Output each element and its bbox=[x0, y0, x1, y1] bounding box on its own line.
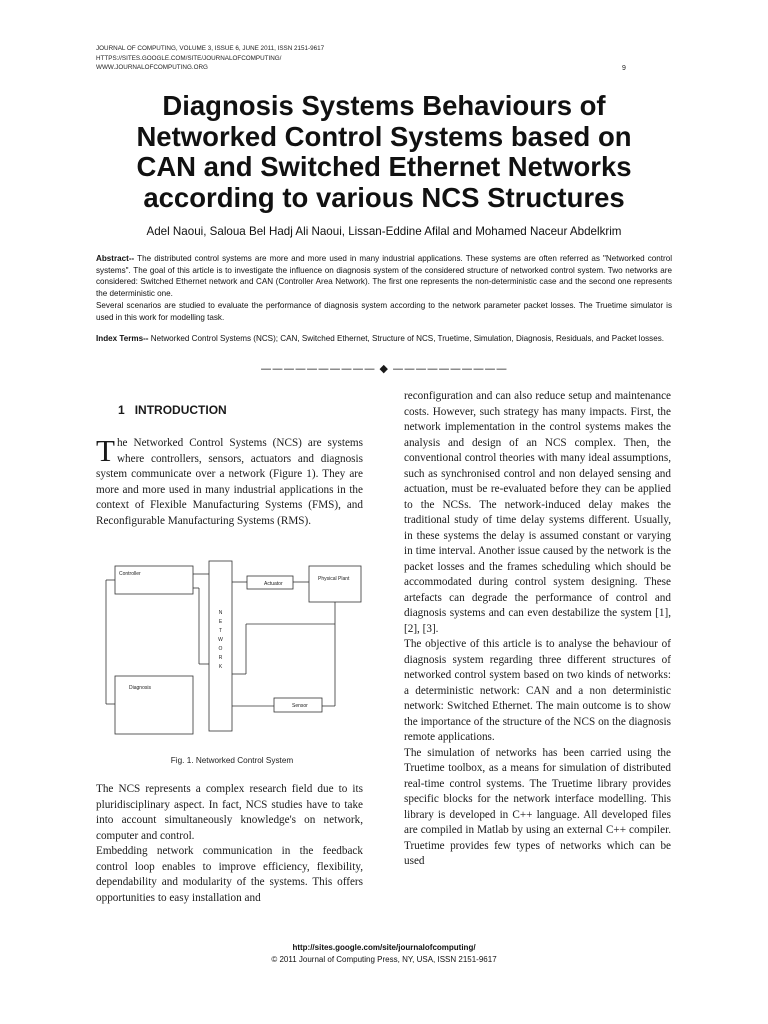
paper-title bbox=[40, 91, 728, 213]
journal-header bbox=[96, 44, 516, 73]
section-heading bbox=[118, 403, 227, 417]
section-separator: —————————— ◆ —————————— bbox=[260, 362, 508, 375]
abstract-text-2: Several scenarios are studied to evaluate the performance of diagnosis system according to the network parameter packet losses. The Truetime simulator is used in this work for modelling task. bbox=[96, 300, 672, 322]
index-terms bbox=[96, 333, 672, 345]
physical-plant-label: Physical Plant bbox=[318, 576, 350, 582]
page-footer bbox=[96, 942, 672, 966]
network-letter: K bbox=[218, 664, 223, 670]
intro-right-column bbox=[404, 389, 671, 870]
title-line-3: CAN and Switched Ethernet Networks bbox=[136, 151, 632, 182]
diagnosis-box bbox=[115, 676, 193, 734]
header-website-line[interactable]: WWW.JOURNALOFCOMPUTING.ORG bbox=[96, 64, 208, 71]
network-letter: E bbox=[218, 619, 223, 625]
header-journal-line: JOURNAL OF COMPUTING, VOLUME 3, ISSUE 6, JUNE 2011, ISSN 2151-9617 bbox=[96, 45, 325, 52]
figure-networked-control-system bbox=[96, 556, 368, 746]
sensor-label: Sensor bbox=[292, 703, 308, 709]
intro-paragraph-1-text: he Networked Control Systems (NCS) are systems where controllers, sensors, actuators and diagnosis system communicate over a network (Figure 1). They are more and more used in many industrial applications in the context of Flexible Manufacturing Systems (FMS), and Reconfigurable Manufacturing Systems (RMS). bbox=[96, 437, 363, 527]
controller-label: Controller bbox=[119, 571, 141, 577]
intro-paragraph-3: Embedding network communication in the feedback control loop enables to improve efficiency, flexibility, dependability and modularity of the systems. This offers opportunities to easy installation and bbox=[96, 845, 363, 904]
abstract-text: The distributed control systems are more and more used in many industrial applications. These systems are often referred as "Networked control systems". The goal of this article is to investigate the influence on diagnosis system of the considered structure of networked control system. Two networks are considered: Switched Ethernet network and CAN (Controller Area Network). The first one represents the non-deterministic case and the second one represents the deterministic one. bbox=[96, 254, 672, 299]
figure-caption: Fig. 1. Networked Control System bbox=[170, 756, 294, 765]
diagnosis-label: Diagnosis bbox=[129, 685, 151, 691]
authors: Adel Naoui, Saloua Bel Hadj Ali Naoui, Lissan-Eddine Afilal and Mohamed Naceur Abdelkrim bbox=[146, 225, 622, 238]
abstract-label: Abstract-- bbox=[96, 254, 135, 263]
intro-paragraph-2: The NCS represents a complex research field due to its pluridisciplinary aspect. In fact, NCS studies have to take into account simultaneously knowledge's on network, computer and control. bbox=[96, 783, 363, 842]
network-letter: T bbox=[218, 628, 223, 634]
footer-copyright: © 2011 Journal of Computing Press, NY, USA, ISSN 2151-9617 bbox=[271, 955, 497, 964]
network-letter: W bbox=[218, 637, 223, 643]
abstract bbox=[96, 253, 672, 323]
physical-plant-box bbox=[309, 566, 361, 602]
network-letter: N bbox=[218, 610, 223, 616]
network-letter: O bbox=[218, 646, 223, 652]
section-number: 1 bbox=[118, 403, 125, 417]
section-title: INTRODUCTION bbox=[134, 403, 227, 417]
page-number: 9 bbox=[622, 65, 626, 72]
intro-paragraph-4: reconfiguration and can also reduce setup and maintenance costs. However, such strategy has many impacts. First, the network implementation in the control systems makes the analysis and design of an NCS complex. Then, the conventional control theories with many ideal assumptions, such as synchronised control and non delayed sensing and actuation, must be re-evaluated before they can be applied to the NCSs. The network-induced delay makes the traditional study of time delay systems different. Usually, in these systems the delay is assumed constant or varying in time interval. Another issue caused by the network is the packet losses and the frames scheduling which should be accommodated during control system designing. These artefacts can degrade the performance of control and diagnosis systems and can even destabilize the system [1], [2], [3]. bbox=[404, 390, 671, 635]
index-terms-label: Index Terms-- bbox=[96, 334, 149, 343]
intro-left-lower bbox=[96, 782, 363, 906]
title-line-1: Diagnosis Systems Behaviours of bbox=[162, 90, 606, 121]
network-letter: R bbox=[218, 655, 223, 661]
network-label bbox=[218, 610, 223, 670]
intro-paragraph-5: The objective of this article is to analyse the behaviour of diagnosis system regarding three different structures of networked control system based on two kinds of networks: a deterministic network: CAN and a non deterministic network: Switched Ethernet. The main outcome is to show the importance of the structure of the NCS on the diagnosis remote applications. bbox=[404, 638, 671, 743]
title-line-4: according to various NCS Structures bbox=[143, 181, 625, 213]
index-terms-text: Networked Control Systems (NCS); CAN, Switched Ethernet, Structure of NCS, Truetime, Simulation, Diagnosis, Residuals, and Packet losses. bbox=[148, 334, 664, 343]
intro-paragraph-1 bbox=[96, 433, 363, 529]
header-url-line[interactable]: HTTPS://SITES.GOOGLE.COM/SITE/JOURNALOFCOMPUTING/ bbox=[96, 54, 282, 62]
footer-url[interactable]: http://sites.google.com/site/journalofcomputing/ bbox=[292, 943, 476, 952]
drop-cap: T bbox=[96, 433, 115, 468]
intro-paragraph-6: The simulation of networks has been carried using the Truetime toolbox, as a means for simulation of distributed real-time control systems. The Truetime library provides specific blocks for the network interface modelling. This library is developed in C++ language. All developed files are compiled in Matlab by using an external C++ compiler. Truetime provides few types of networks which can be used bbox=[404, 746, 671, 867]
title-line-2: Networked Control Systems based on bbox=[136, 120, 632, 152]
actuator-label: Actuator bbox=[264, 581, 283, 587]
